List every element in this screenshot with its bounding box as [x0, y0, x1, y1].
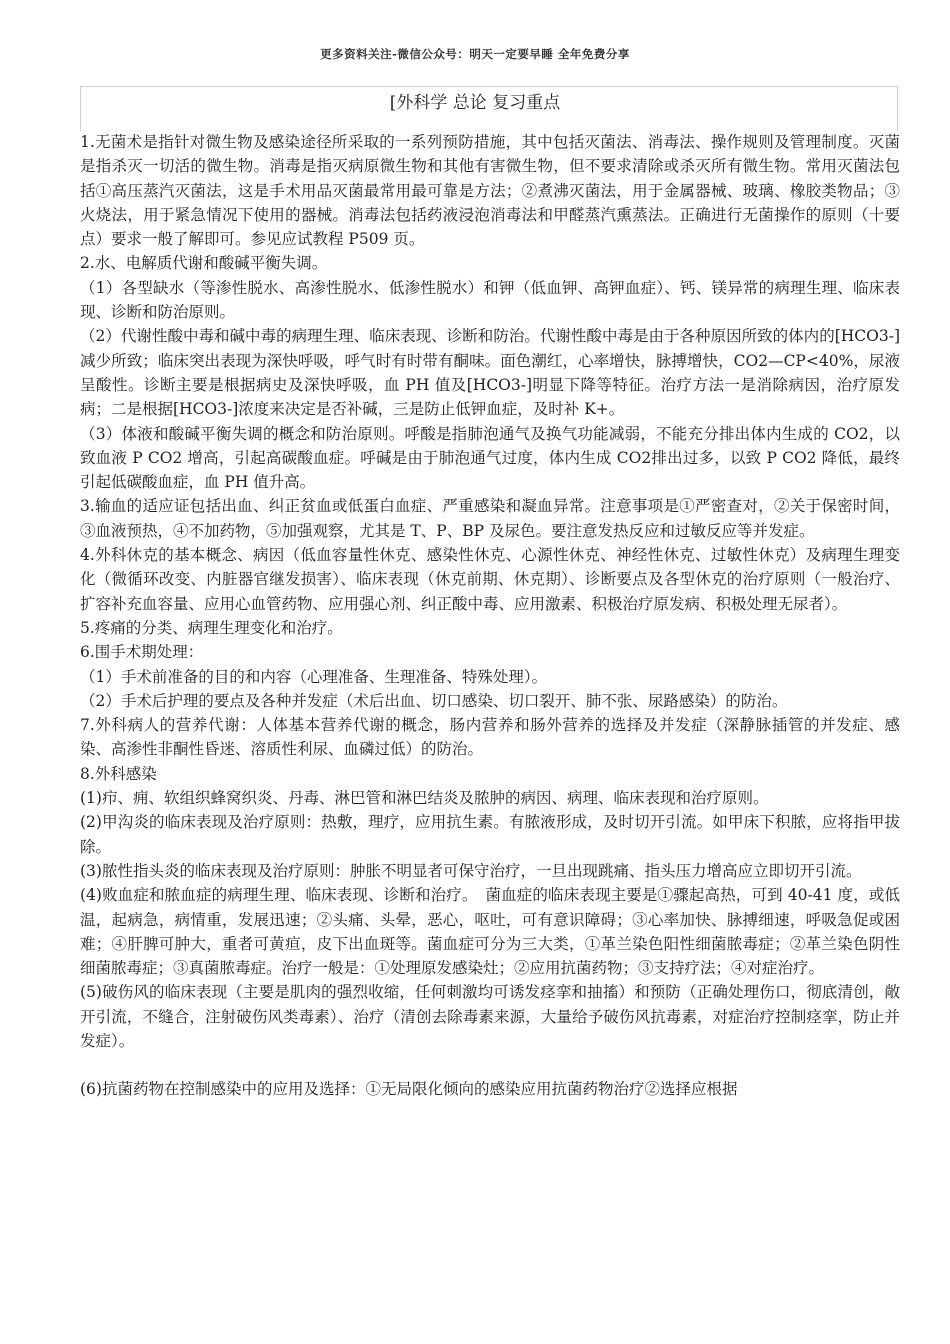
- paragraph-4: 4.外科休克的基本概念、病因（低血容量性休克、感染性休克、心源性休克、神经性休克、过敏性休克）及病理生理变化（微循环改变、内脏器官继发损害）、临床表现（休克前期、休克期）、诊断要点及各型休克的治疗原则（一般治疗、扩容补充血容量、应用心血管药物、应用强心剂、纠正酸中毒、应用激素、积极治疗原发病、积极处理无尿者）。: [80, 546, 900, 613]
- paragraph-8: 8.外科感染: [80, 764, 157, 783]
- page-title: [外科学 总论 复习重点: [389, 93, 561, 113]
- paragraph-5: 5.疼痛的分类、病理生理变化和治疗。: [80, 618, 343, 637]
- paragraph-8-1: (1)疖、痈、软组织蜂窝织炎、丹毒、淋巴管和淋巴结炎及脓肿的病因、病理、临床表现和治疗原则。: [80, 789, 769, 808]
- paragraph-2: 2.水、电解质代谢和酸碱平衡失调。: [80, 254, 328, 273]
- paragraph-8-6: (6)抗菌药物在控制感染中的应用及选择：①无局限化倾向的感染应用抗菌药物治疗②选择应根据: [80, 1080, 738, 1099]
- paragraph-8-5: (5)破伤风的临床表现（主要是肌肉的强烈收缩，任何刺激均可诱发痉挛和抽搐）和预防（正确处理伤口，彻底清创，敞开引流，不缝合，注射破伤风类毒素）、治疗（清创去除毒素来源，大量给予破伤风抗毒素，对症治疗控制痉挛，防止并发症）。: [80, 983, 900, 1050]
- paragraph-7: 7.外科病人的营养代谢：人体基本营养代谢的概念，肠内营养和肠外营养的选择及并发症（深静脉插管的并发症、感染、高渗性非酮性昏迷、溶质性利尿、血磷过低）的防治。: [80, 716, 900, 759]
- paragraph-8-4: (4)败血症和脓血症的病理生理、临床表现、诊断和治疗。 菌血症的临床表现主要是①骤起高热，可到 40-41 度，或低温，起病急，病情重，发展迅速；②头痛、头晕，恶心，呕吐，可有意识障碍；③心率加快、脉搏细速，呼吸急促或困难；④肝脾可肿大，重者可黄疸，皮下出血斑等。菌血症可分为三大类，①革兰染色阳性细菌脓毒症；②革兰染色阴性细菌脓毒症；③真菌脓毒症。治疗一般是：①处理原发感染灶；②应用抗菌药物；③支持疗法；④对症治疗。: [80, 886, 900, 978]
- paragraph-2-3: （3）体液和酸碱平衡失调的概念和防治原则。呼酸是指肺泡通气及换气功能减弱，不能充分排出体内生成的 CO2，以致血液 P CO2 增高，引起高碳酸血症。呼碱是由于肺泡通气过度，体内生成 CO2排出过多，以致 P CO2 降低，最终引起低碳酸血症，血 PH 值升高。: [80, 424, 900, 492]
- paragraph-1: 1.无菌术是指针对微生物及感染途径所采取的一系列预防措施，其中包括灭菌法、消毒法、操作规则及管理制度。灭菌是指杀灭一切活的微生物。消毒是指灭病原微生物和其他有害微生物，但不要求清除或杀灭所有微生物。常用灭菌法包括①高压蒸汽灭菌法，这是手术用品灭菌最常用最可靠是方法；②煮沸灭菌法，用于金属器械、玻璃、橡胶类物品；③火烧法，用于紧急情况下使用的器械。消毒法包括药液浸泡消毒法和甲醛蒸汽熏蒸法。正确进行无菌操作的原则（十要点）要求一般了解即可。参见应试教程 P509 页。: [80, 133, 900, 249]
- paragraph-8-2: (2)甲沟炎的临床表现及治疗原则：热敷，理疗，应用抗生素。有脓液形成，及时切开引流。如甲床下积脓，应将指甲拔除。: [80, 813, 900, 856]
- paragraph-3: 3.输血的适应证包括出血、纠正贫血或低蛋白血症、严重感染和凝血异常。注意事项是①严密查对，②关于保密时间，③血液预热，④不加药物，⑤加强观察，尤其是 T、P、BP 及尿色。要注意发热反应和过敏反应等并发症。: [80, 497, 900, 540]
- header-notice: 更多资料关注-微信公众号：明天一定要早睡 全年免费分享: [320, 47, 630, 61]
- paragraph-6-2: （2）手术后护理的要点及各种并发症（术后出血、切口感染、切口裂开、肺不张、尿路感染）的防治。: [80, 691, 788, 710]
- document-body: [80, 130, 900, 1102]
- paragraph-2-2: （2）代谢性酸中毒和碱中毒的病理生理、临床表现、诊断和防治。代谢性酸中毒是由于各种原因所致的体内的[HCO3-]减少所致；临床突出表现为深快呼吸，呼气时有时带有酮味。面色潮红，心率增快，脉搏增快，CO2—CP<40%，尿液呈酸性。诊断主要是根据病史及深快呼吸，血 PH 值及[HCO3-]明显下降等特征。治疗方法一是消除病因，治疗原发病；二是根据[HCO3-]浓度来决定是否补碱，三是防止低钾血症，及时补 K+。: [80, 327, 900, 419]
- paragraph-2-1: （1）各型缺水（等渗性脱水、高渗性脱水、低渗性脱水）和钾（低血钾、高钾血症）、钙、镁异常的病理生理、临床表现、诊断和防治原则。: [80, 278, 900, 322]
- paragraph-8-3: (3)脓性指头炎的临床表现及治疗原则：肿胀不明显者可保守治疗，一旦出现跳痛、指头压力增高应立即切开引流。: [80, 861, 862, 880]
- paragraph-6-1: （1）手术前准备的目的和内容（心理准备、生理准备、特殊处理）。: [80, 667, 548, 686]
- paragraph-6: 6.围手术期处理：: [80, 643, 204, 662]
